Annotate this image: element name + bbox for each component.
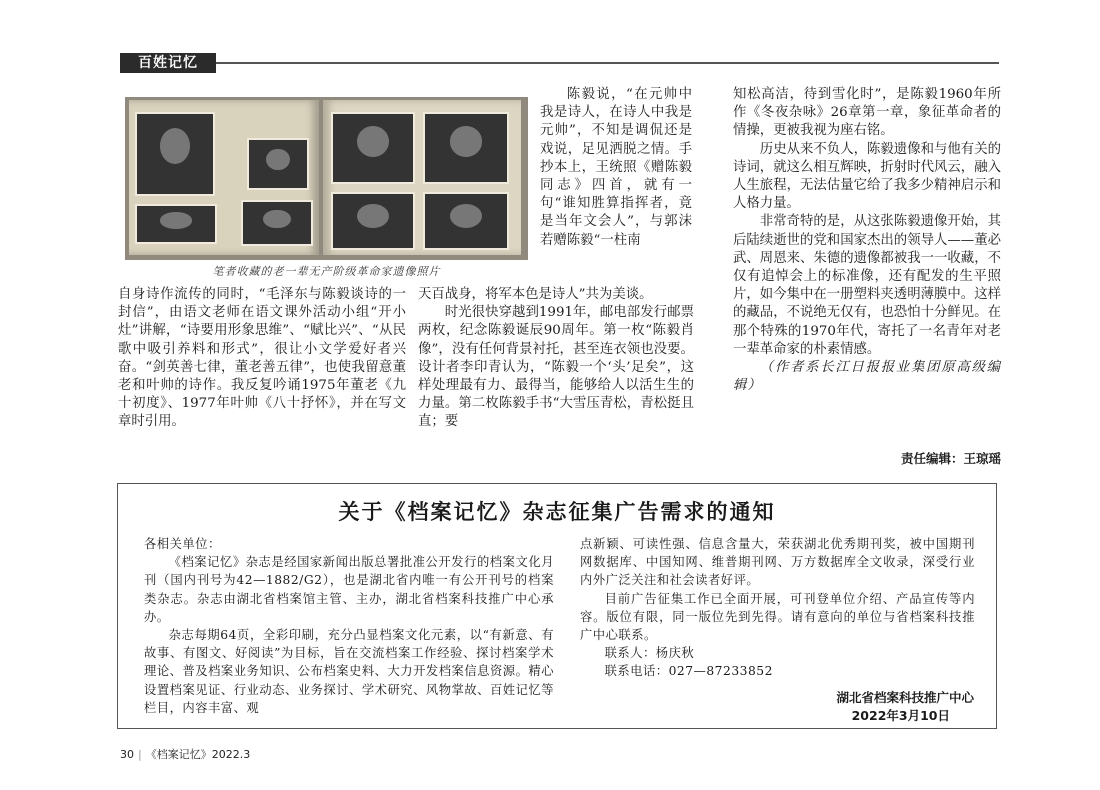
notice-contact: 联系人：杨庆秋 (604, 646, 695, 661)
footer-separator: | (138, 748, 142, 761)
portrait-photo (331, 192, 415, 250)
article-paragraph: 知松高洁，待到雪化时”，是陈毅1960年所作《冬夜杂咏》26章第一章，象征革命者的情操，更被我视为座右铭。 (733, 87, 1001, 139)
notice-phone: 联系电话：027—87233852 (604, 664, 773, 679)
notice-paragraph: 杂志每期64页，全彩印刷，充分凸显档案文化元素，以“有新意、有故事、有图文、好阅读”为目标，旨在交流档案工作经验、探讨档案学术理论、普及档案业务知识、公布档案史料、大力开发档案信息资源。精心设置档案见证、行业动态、业务探讨、学术研究、风物掌故、百姓记忆等栏目，内容丰富、观 (144, 628, 554, 715)
notice-paragraph: 《档案记忆》杂志是经国家新闻出版总署批准公开发行的档案文化月刊（国内刊号为42—1882/G2），也是湖北省内唯一有公开刊号的档案类杂志。杂志由湖北省档案馆主管、主办，湖北省档案科技推广中心承办。 (144, 555, 554, 624)
article-paragraph: 陈毅说，“在元帅中我是诗人，在诗人中我是元帅”，不知是调侃还是戏说，足见洒脱之情。手抄本上，王统照《赠陈毅同志》四首，就有一句“谁知胜算指挥者，竟是当年文会人”，与郭沫若赠陈毅“一柱南 (540, 87, 692, 248)
article-paragraph: 非常奇特的是，从这张陈毅遗像开始，其后陆续逝世的党和国家杰出的领导人——董必武、周恩来、朱德的遗像都被我一一收藏，不仅有追悼会上的标准像，还有配发的生平照片，如今集中在一册塑料夹透明薄膜中。这样的藏品，不说绝无仅有，也恐怕十分鲜见。在那个特殊的1970年代，寄托了一名青年对老一辈革命家的朴素情感。 (733, 214, 1001, 357)
article-column-left (118, 286, 406, 432)
article-column-top-middle (540, 86, 692, 250)
portrait-photo (423, 112, 509, 184)
album-left-page (129, 100, 319, 255)
page-number: 30 (120, 748, 134, 761)
author-note: （作者系长江日报报业集团原高级编辑） (733, 360, 1001, 394)
portrait-photo (241, 200, 313, 246)
portrait-photo (135, 112, 215, 196)
notice-paragraph: 目前广告征集工作已全面开展，可刊登单位介绍、产品宣传等内容。版位有限，同一版位先到先得。请有意向的单位与省档案科技推广中心联系。 (580, 591, 975, 643)
notice-column-right (580, 535, 975, 681)
notice-column-left (144, 535, 554, 717)
article-column-middle (418, 286, 694, 432)
header-rule (216, 62, 999, 64)
responsible-editor: 责任编辑：王琼瑶 (900, 451, 1001, 466)
journal-issue: 《档案记忆》2022.3 (145, 748, 251, 761)
article-paragraph: 历史从来不负人，陈毅遗像和与他有关的诗词，就这么相互辉映，折射时代风云，融入人生旅程，无法估量它给了我多少精神启示和人格力量。 (733, 141, 1001, 212)
section-tag: 百姓记忆 (120, 53, 216, 73)
notice-salutation: 各相关单位： (144, 537, 221, 551)
article-paragraph: 时光很快穿越到1991年，邮电部发行邮票两枚，纪念陈毅诞辰90周年。第一枚“陈毅肖像”，没有任何背景衬托，甚至连衣领也没要。设计者李印青认为，“陈毅一个‘头’足矣”，这样处理最有力、最得当，能够给人以活生生的力量。第二枚陈毅手书“大雪压青松，青松挺且直；要 (418, 305, 694, 430)
article-paragraph: 自身诗作流传的同时，“毛泽东与陈毅谈诗的一封信”，由语文老师在语文课外活动小组“开小灶”讲解，“诗要用形象思维”、“赋比兴”、“从民歌中吸引养料和形式”，很让小文学爱好者兴奋。“剑英善七律，董老善五律”，也使我留意董老和叶帅的诗作。我反复吟诵1975年董老《九十初度》、1977年叶帅《八十抒怀》，并在写文章时引用。 (118, 287, 406, 430)
page-footer (120, 746, 250, 762)
notice-date: 2022年3月10日 (851, 708, 950, 723)
photo-caption: 笔者收藏的老一辈无产阶级革命家遗像照片 (212, 265, 441, 278)
article-column-right (733, 86, 1001, 395)
article-paragraph: 天百战身，将军本色是诗人”共为美谈。 (418, 287, 653, 302)
notice-paragraph: 点新颖、可读性强、信息含量大，荣获湖北优秀期刊奖，被中国期刊网数据库、中国知网、维普期刊网、万方数据库全文收录，深受行业内外广泛关注和社会读者好评。 (580, 537, 975, 588)
portrait-photo (423, 192, 509, 250)
notice-box (117, 483, 997, 729)
portrait-photo (135, 204, 217, 244)
notice-organization: 湖北省档案科技推广中心 (836, 690, 974, 705)
portrait-photo (331, 112, 415, 184)
album-photo (125, 97, 528, 260)
notice-title: 关于《档案记忆》杂志征集广告需求的通知 (338, 499, 776, 524)
album-right-page (323, 100, 521, 255)
portrait-photo (247, 138, 309, 190)
